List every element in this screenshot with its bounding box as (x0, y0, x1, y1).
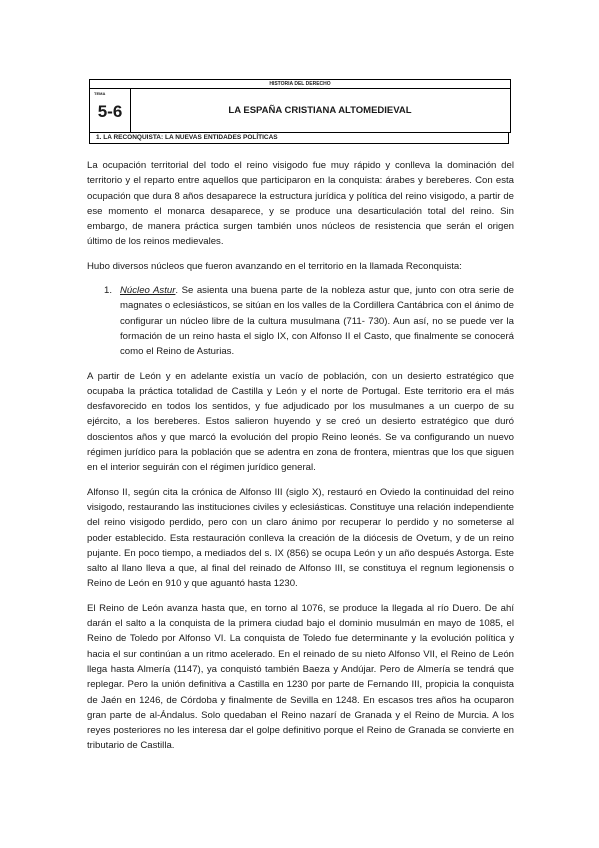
list-number: 1. (104, 285, 113, 297)
list-text: . Se asienta una buena parte de la nobleza astur que, junto con otra serie de magnates o eclesiásticos, se sitúan en los valles de la Cordillera Cantábrica con el ánimo de configurar un núcleo libre de la cultura musulmana (711- 730). Aun así, no se puede ver la formación de un reino hasta el siglo IX, con Alfonso II el Casto, que finalmente se conocerá como el Reino de Asturias. (120, 285, 514, 358)
title-row (89, 88, 511, 133)
list-term: Núcleo Astur (120, 285, 176, 297)
document-body (87, 158, 514, 763)
document-header (89, 79, 511, 148)
tema-label: TEMA (94, 91, 106, 96)
list-item (87, 283, 514, 359)
tema-box (90, 89, 131, 132)
page-title: LA ESPAÑA CRISTIANA ALTOMEDIEVAL (228, 105, 412, 116)
tema-number: 5-6 (97, 102, 123, 121)
section-heading: 1. LA RECONQUISTA: LA NUEVAS ENTIDADES POLÍTICAS (89, 132, 509, 144)
paragraph-1: La ocupación territorial del todo el reino visigodo fue muy rápido y conlleva la dominación del territorio y el reparto entre aquellos que participaron en la conquista: árabes y bereberes. Con esta ocupación que dura 8 años desaparece la estructura jurídica y política del reino visigodo, a partir de ese momento el monarca desaparece, y se produce una desarticulación total del reino. Sin embargo, de manera práctica surgen también unos núcleos de resistencia que serán el origen último de los reinos medievales. (87, 160, 514, 248)
paragraph-4: Alfonso II, según cita la crónica de Alfonso III (siglo X), restauró en Oviedo la continuidad del reino visigodo, restaurando las instituciones civiles y eclesiásticas. Constituye una relación independiente del reino visigodo perdido, pero con un claro ánimo por recuperar lo perdido y no someterse al poder establecido. Esta restauración conlleva la creación de la diócesis de Ovetum, y de un reino pujante. En poco tiempo, a mediados del s. IX (856) se ocupa León y un año después Astorga. Este salto al llano lleva a que, al final del reinado de Alfonso III, se constituya el regnum legionensis o Reino de León en 910 y que aguantó hasta 1230. (87, 486, 514, 590)
paragraph-2: Hubo diversos núcleos que fueron avanzando en el territorio en la llamada Reconquista: (87, 260, 462, 272)
course-name: HISTORIA DEL DERECHO (89, 79, 511, 88)
paragraph-3: A partir de León y en adelante existía un vacío de población, con un desierto estratégico que ocupaba la práctica totalidad de Castilla y León y el norte de Portugal. Este territorio era el más desfavorecido en todos los sentidos, y fue adjudicado por los musulmanes a un cuerpo de su ejército, a los bereberes. Estos salieron huyendo y se creó un desierto estratégico que duró doscientos años y que marcó la evolución del propio Reino leonés. Se va configurando un nuevo régimen jurídico para la población que se adentra en zona de frontera, mientras que los que siguen en el interior seguirán con el régimen jurídico general. (87, 370, 514, 474)
paragraph-5: El Reino de León avanza hasta que, en torno al 1076, se produce la llegada al río Duero. De ahí darán el salto a la conquista de la primera ciudad bajo el dominio musulmán en mayo de 1085, el Reino de Toledo por Alfonso VI. La conquista de Toledo fue determinante y la evolución política y hacia el sur continúan a un ritmo acelerado. En el reinado de su nieto Alfonso VII, el Reino de León llega hasta Almería (1147), ya conquistó también Baeza y Andújar. Pero de Almería se tendrá que replegar. Pero la unión definitiva a Castilla en 1230 por parte de Fernando III, propicia la conquista de Jaén en 1246, de Córdoba y finalmente de Sevilla en 1248. En escasos tres años ha ocuparon gran parte de al-Ándalus. Solo quedaban el Reino nazarí de Granada y el Reino de Murcia. A los reyes posteriores no les interesa dar el golpe definitivo porque el Reino de Granada se convierte en tributario de Castilla. (87, 602, 514, 752)
